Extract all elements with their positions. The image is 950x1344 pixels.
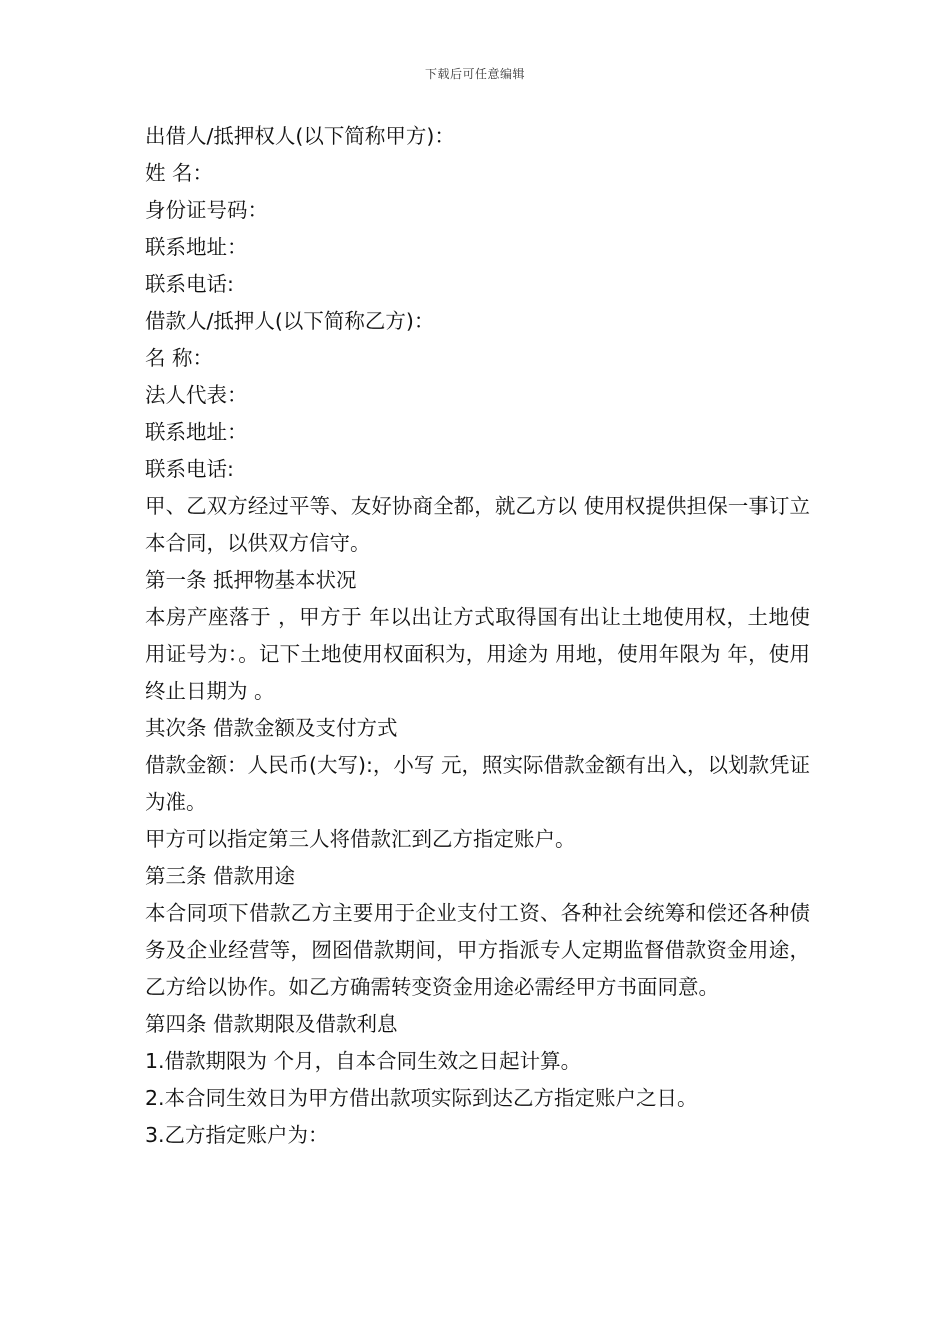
article-1-heading: 第一条 抵押物基本状况 bbox=[145, 568, 357, 592]
lender-phone-field: 联系电话: bbox=[145, 272, 234, 296]
lender-address-field: 联系地址： bbox=[145, 235, 248, 259]
article-4-item-1: 1.借款期限为 个月，自本合同生效之日起计算。 bbox=[145, 1049, 582, 1073]
page-header: 下载后可任意编辑 bbox=[424, 67, 525, 81]
article-4-item-3: 3.乙方指定账户为： bbox=[145, 1123, 329, 1147]
article-4-item-2: 2.本合同生效日为甲方借出款项实际到达乙方指定账户之日。 bbox=[145, 1086, 698, 1110]
article-1-paragraph: 本房产座落于 ，甲方于 年以出让方式取得国有出让土地使用权，土地使用证号为：。记下土地使用权面积为，用途为 用地，使用年限为 年，使用终止日期为 。 bbox=[145, 605, 810, 703]
lender-id-field: 身份证号码： bbox=[145, 198, 268, 222]
article-4-heading: 第四条 借款期限及借款利息 bbox=[145, 1012, 398, 1036]
article-3-paragraph: 本合同项下借款乙方主要用于企业支付工资、各种社会统筹和偿还各种债务及企业经营等，囫囵借款期间，甲方指派专人定期监督借款资金用途，乙方给以协作。如乙方确需转变资金用途必需经甲方书面同意。 bbox=[145, 901, 810, 999]
article-2-heading: 其次条 借款金额及支付方式 bbox=[145, 716, 398, 740]
article-2-note: 甲方可以指定第三人将借款汇到乙方指定账户。 bbox=[145, 827, 576, 851]
agreement-intro-paragraph: 甲、乙双方经过平等、友好协商全都，就乙方以 使用权提供担保一事订立本合同，以供双方信守。 bbox=[145, 494, 810, 555]
lender-heading: 出借人/抵押权人(以下简称甲方)： bbox=[145, 124, 455, 148]
lender-name-field: 姓 名： bbox=[145, 161, 214, 185]
article-3-heading: 第三条 借款用途 bbox=[145, 864, 296, 888]
borrower-name-field: 名 称： bbox=[145, 346, 214, 370]
borrower-phone-field: 联系电话: bbox=[145, 457, 234, 481]
borrower-address-field: 联系地址： bbox=[145, 420, 248, 444]
article-2-paragraph: 借款金额：人民币(大写):，小写 元，照实际借款金额有出入，以划款凭证为准。 bbox=[145, 753, 810, 814]
document-body bbox=[145, 118, 810, 1154]
legal-representative-field: 法人代表： bbox=[145, 383, 248, 407]
borrower-heading: 借款人/抵押人(以下简称乙方)： bbox=[145, 309, 435, 333]
